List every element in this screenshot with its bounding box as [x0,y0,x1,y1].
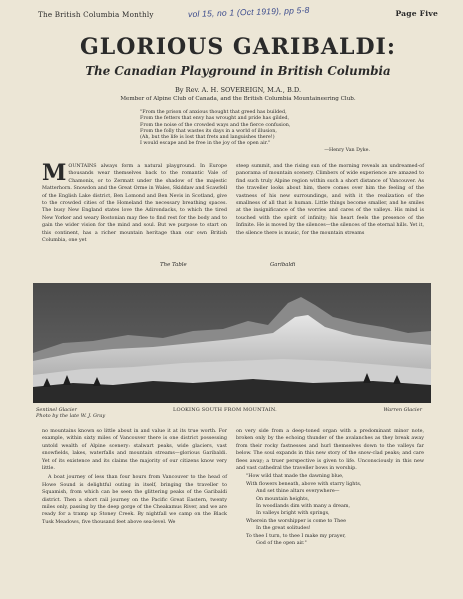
photo-credit: Photo by the late W. J. Gray [36,413,106,419]
epigraph-credit: —Henry Van Dyke. [324,147,370,153]
epigraph-line: I would escape and be free in the joy of the open air." [140,141,271,147]
photo-label-table: The Table [160,262,187,268]
page-number: Page Five [395,9,438,18]
epigraph-line: (Ah, but the life is lost that frets and languishes there!) [140,135,275,141]
closing-poem [236,473,424,547]
caption-sentinel-glacier: Sentinel Glacier [36,407,77,413]
poem-line: To thee I turn, to thee I make my prayer, [246,532,346,539]
poem-line: In the great solitudes! [256,525,311,532]
photo-caption-left [36,407,105,419]
epigraph-poem [140,110,380,154]
body-column-bottom-left [42,428,227,526]
photo-caption-center: LOOKING SOUTH FROM MOUNTAIN. [173,407,277,413]
mountain-photograph [33,283,431,403]
paragraph: steep summit, and the rising sun of the morning reveals an undreamed-of panorama of mountain scenery. Climbers of wide experience are amazed to find such truly Alpine region within such a short distance of Vancouver. As the traveller looks about him, there comes over him the feeling of the vastness of his new surroundings, and with it the realization of the smallness of all that is human. Little things become smaller, and he smiles at the insignificance of the worries and cares of the valleys. His mind is touched with the spirit of infinity; his heart feels the presence of the Infinite. He is moved by the silences—the silences of the eternal hills. Yet it, the silence there is music, for the mountain streams [236,163,424,236]
photo-caption-row [36,406,428,424]
running-header [38,4,438,22]
epigraph-line: From the folly that wastes its days in a world of illusion, [140,128,277,134]
body-column-top-right [236,163,424,237]
article-subtitle: The Canadian Playground in British Columbia [85,64,391,78]
epigraph-line: From the fetters that envy has wrought and pride has gilded, [140,116,290,122]
article-title: GLORIOUS GARIBALDI: [80,34,396,60]
publication-name: The British Columbia Monthly [38,10,154,19]
photo-label-garibaldi: Garibaldi [270,262,296,268]
article-byline: By Rev. A. H. SOVEREIGN, M.A., B.D. [174,86,302,94]
epigraph-line: "From the prison of anxious thought that greed has builded, [140,110,287,115]
paragraph: A boat journey of less than four hours from Vancouver to the head of Howe Sound is delightful outing in itself, bringing the traveller to Squamish, from which can be seen the glittering peaks of the Garibaldi district. Then a short rail journey on the Pacific Great Eastern, twenty miles only, passing by the deep gorge of the Cheakamus River, and we are ready for a tramp up Stoney Creek. By nightfall we camp on the Black Tusk Meadows, five thousand feet above sea-level. We [42,474,227,525]
body-column-bottom-right [236,428,424,548]
poem-line: God of the open air." [256,540,307,547]
opening-paragraph-text: OUNTAINS always form a natural playground. In Europe thousands wear themselves back to the romantic Vale of Chamonix, or to Zermatt under the shadow of the majestic Matterhorn. Snowdon and the Great Orme in Wales, Skiddaw and Scawfell of the English Lake district, Ben Lomond and Ben Nevis in Scotland, give to the crowded cities of the Homeland the necessary breathing spaces. The busy New England states love the Adirondacks, to which the tired New Yorker and weary Bostonian may flee to find rest for the body and to gain the wider vision for the mind and soul. But we purpose to start on this continent, has a richer mountain heritage than our own British Columbia, one yet [42,163,227,244]
paragraph: no mountains known so little about in and value it at its true worth. For example, within sixty miles of Vancouver there is one district possessing untold wealth of Alpine scenery: stalwart peaks, wide glaciers, vast snowfields, lakes, waterfalls and mountain streams—glorious Garibaldi. Yet of its existence and its claims the majority of our citizens know very little. [42,428,227,472]
poem-line: Wherein the worshipper is come to Thee [246,517,346,524]
poem-line: And set thine altars everywhere— [256,488,340,495]
paragraph: on very side from a deep-toned organ with a predominant minor note, broken only by the echoing thunder of the avalanches as they break away from their rocky fastnesses and hurl themselves down to the valleys far below. The soul expands in this new story of the snow-clad peaks; and care flees away; a truer perspective is given to life. Unconsciously in this new and vast cathedral the traveller bows in worship. [236,428,424,472]
epigraph-line: From the noise of the crowded ways and the fierce confusion, [140,122,291,128]
poem-line: In woodlands dim with many a dream, [256,503,351,510]
author-affiliation: Member of Alpine Club of Canada, and the British Columbia Mountaineering Club. [120,96,356,102]
body-column-top-left [42,160,227,244]
poem-line: In valleys bright with springs, [256,510,330,517]
poem-line: With flowers beneath, above with starry lights, [246,480,362,487]
mountain-photo-image [33,283,431,403]
handwritten-annotation: vol 15, no 1 (Oct 1919), pp 5-8 [187,4,310,20]
opening-paragraph [42,160,227,244]
caption-warren-glacier: Warren Glacier [383,407,422,413]
poem-line: "How wild that made the dawning blue, [246,473,344,480]
drop-cap: M [42,160,67,186]
poem-line: On mountain heights, [256,495,310,502]
